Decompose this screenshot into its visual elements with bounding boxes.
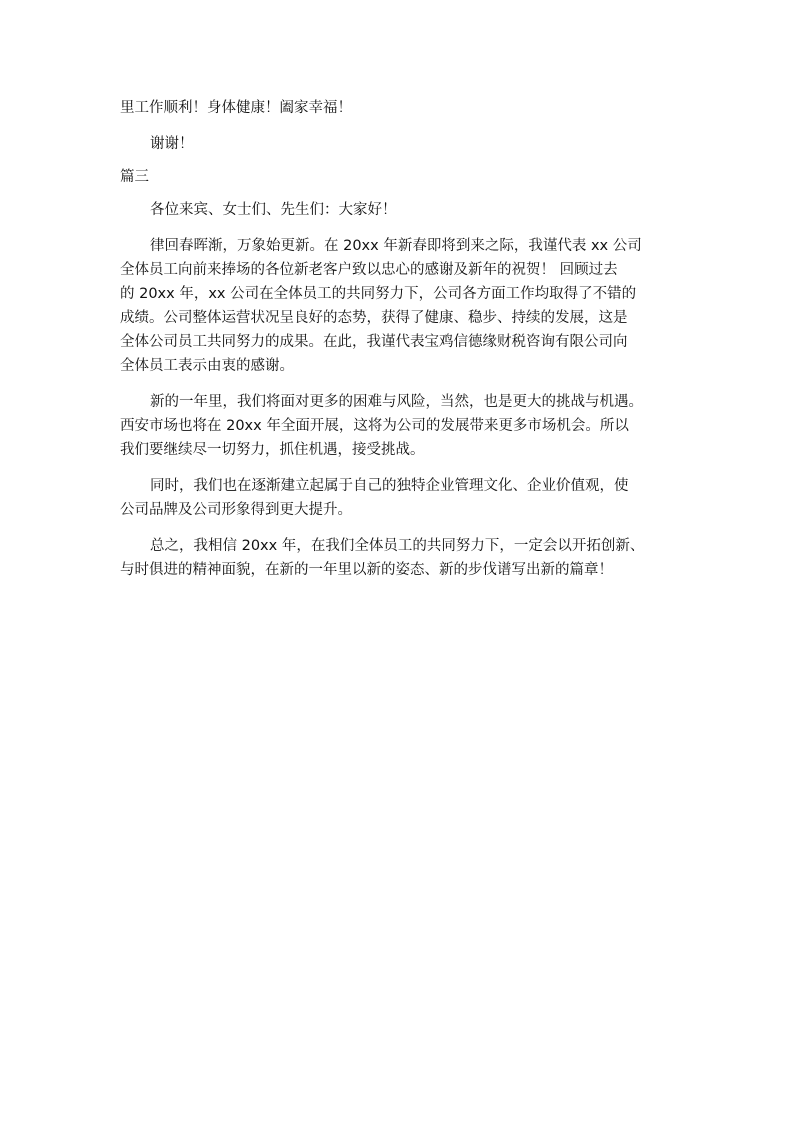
paragraph-line: 西安市场也将在 20xx 年全面开展，这将为公司的发展带来更多市场机会。所以 [120,418,629,434]
section-heading: 篇三 [120,169,149,185]
review-paragraph [120,234,695,378]
paragraph-line: 总之，我相信 20xx 年，在我们全体员工的共同努力下，一定会以开拓创新、 [150,538,645,554]
document-page [120,96,695,582]
paragraph-line: 的 20xx 年，xx 公司在全体员工的共同努力下，公司各方面工作均取得了不错的 [120,286,637,302]
paragraph-line: 律回春晖渐，万象始更新。在 20xx 年新春即将到来之际，我谨代表 xx 公司 [150,238,642,254]
paragraph-line: 全体员工向前来捧场的各位新老客户致以忠心的感谢及新年的祝贺！ 回顾过去 [120,262,618,278]
conclusion-paragraph [120,534,695,582]
paragraph-line: 新的一年里，我们将面对更多的困难与风险，当然，也是更大的挑战与机遇。 [150,394,643,410]
paragraph-line: 我们要继续尽一切努力，抓住机遇，接受挑战。 [120,442,425,458]
thanks-paragraph: 谢谢！ [150,136,194,152]
culture-paragraph [120,474,695,522]
paragraph-line: 公司品牌及公司形象得到更大提升。 [120,502,352,518]
paragraph-line: 成绩。公司整体运营状况呈良好的态势，获得了健康、稳步、持续的发展，这是 [120,310,628,326]
paragraph-line: 全体公司员工共同努力的成果。在此，我谨代表宝鸡信德缘财税咨询有限公司向 [120,334,628,350]
closing-wishes-paragraph: 里工作顺利！身体健康！阖家幸福！ [120,100,352,116]
paragraph-line: 同时，我们也在逐渐建立起属于自己的独特企业管理文化、企业价值观，使 [150,478,629,494]
greeting-paragraph: 各位来宾、女士们、先生们：大家好！ [150,202,397,218]
outlook-paragraph [120,390,695,462]
paragraph-line: 全体员工表示由衷的感谢。 [120,358,294,374]
paragraph-line: 与时俱进的精神面貌，在新的一年里以新的姿态、新的步伐谱写出新的篇章！ [120,562,613,578]
